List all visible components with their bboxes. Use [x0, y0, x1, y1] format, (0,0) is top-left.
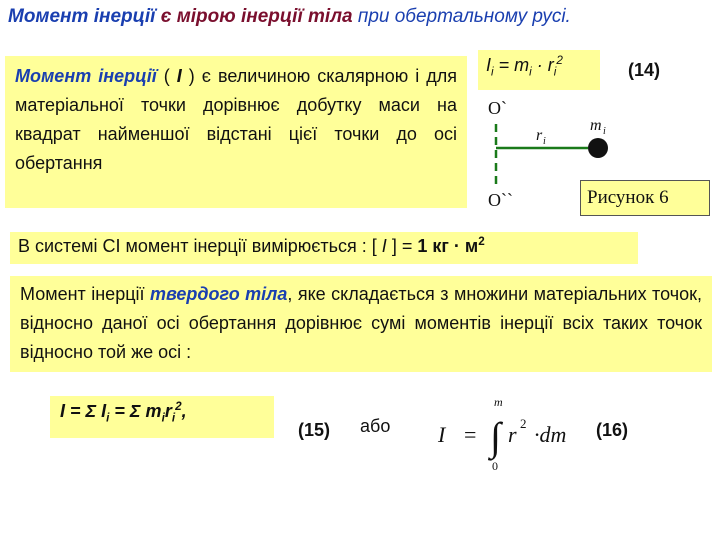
mass-label: m — [590, 117, 602, 134]
formula-14-power: 2 — [556, 54, 563, 67]
title-part-3: при обертальному русі. — [357, 6, 571, 27]
definition-symbol: I — [176, 66, 182, 86]
formula-15-sub-2: i — [161, 411, 165, 425]
or-word: або — [360, 416, 391, 436]
formula-14-number: (14) — [628, 60, 661, 80]
formula-14-radius: · r — [531, 55, 554, 75]
formula-14-lhs-sub: i — [491, 65, 494, 79]
formula-14-radius-sub: i — [553, 65, 557, 79]
formula-16-integrand: r — [508, 422, 517, 447]
rigid-body-before: Момент інерції — [20, 284, 145, 304]
formula-14-mass: = m — [493, 55, 530, 75]
definition-box — [5, 56, 467, 208]
definition-term: Момент інерції — [15, 66, 157, 86]
integral-sign: ∫ — [490, 414, 501, 459]
integral-lower-limit: 0 — [492, 459, 498, 473]
formula-15-number: (15) — [298, 420, 331, 440]
units-text-2: ] = — [391, 236, 413, 256]
formula-14-mass-sub: i — [529, 65, 532, 79]
formula-15-box — [50, 396, 274, 438]
formula-16-tail: ·dm — [534, 422, 567, 447]
axis-bottom-label: O`` — [488, 190, 513, 210]
formula-16-integral — [428, 388, 588, 484]
definition-open-paren: ( — [163, 66, 170, 86]
units-box — [10, 232, 638, 264]
formula-15-part-3: r — [164, 401, 172, 421]
formula-16-number: (16) — [596, 420, 629, 440]
radius-label-sub: i — [543, 136, 546, 147]
formula-15-part-2: = Σ m — [109, 401, 162, 421]
formula-16-equals: = — [464, 422, 477, 447]
units-value: 1 кг · м — [417, 236, 479, 256]
definition-close-paren: ) — [188, 66, 195, 86]
formula-14-box — [478, 50, 600, 90]
formula-15-part-1: I = Σ I — [60, 401, 107, 421]
formula-15-comma: , — [181, 401, 187, 421]
formula-15-sub-3: i — [171, 411, 176, 425]
formula-16-lhs: I — [438, 422, 446, 447]
rigid-body-after: , яке складається з множини матеріальних точок, відносно даної осі обертання дорівнює сумі моментів інерції всіх таких точок відносно той же осі : — [20, 284, 702, 362]
formula-15-power: 2 — [175, 400, 182, 413]
title-part-2: є мірою інерції тіла — [160, 6, 353, 27]
formula-16-power: 2 — [520, 416, 527, 431]
title-part-1: Момент інерції — [8, 6, 156, 27]
rigid-body-term: твердого тіла — [149, 284, 288, 304]
slide-title — [8, 6, 571, 28]
rigid-body-box — [10, 276, 712, 372]
definition-text: є величиною скалярною і для матеріальної точки дорівнює добутку маси на квадрат найменшої відстані цієї точки до осі обертання — [15, 66, 457, 173]
formula-15-sub-1: i — [106, 411, 110, 425]
units-text: В системі СІ момент інерції вимірюється : [ — [18, 236, 377, 256]
integral-upper-limit: m — [494, 395, 503, 409]
units-symbol: I — [381, 236, 387, 256]
radius-label: r — [536, 127, 543, 144]
mass-point — [588, 138, 608, 158]
formula-14-lhs: I — [486, 55, 492, 75]
units-power: 2 — [478, 235, 485, 248]
axis-top-label: O` — [488, 98, 507, 118]
mass-label-sub: i — [603, 126, 606, 137]
figure-caption: Рисунок 6 — [580, 180, 710, 216]
